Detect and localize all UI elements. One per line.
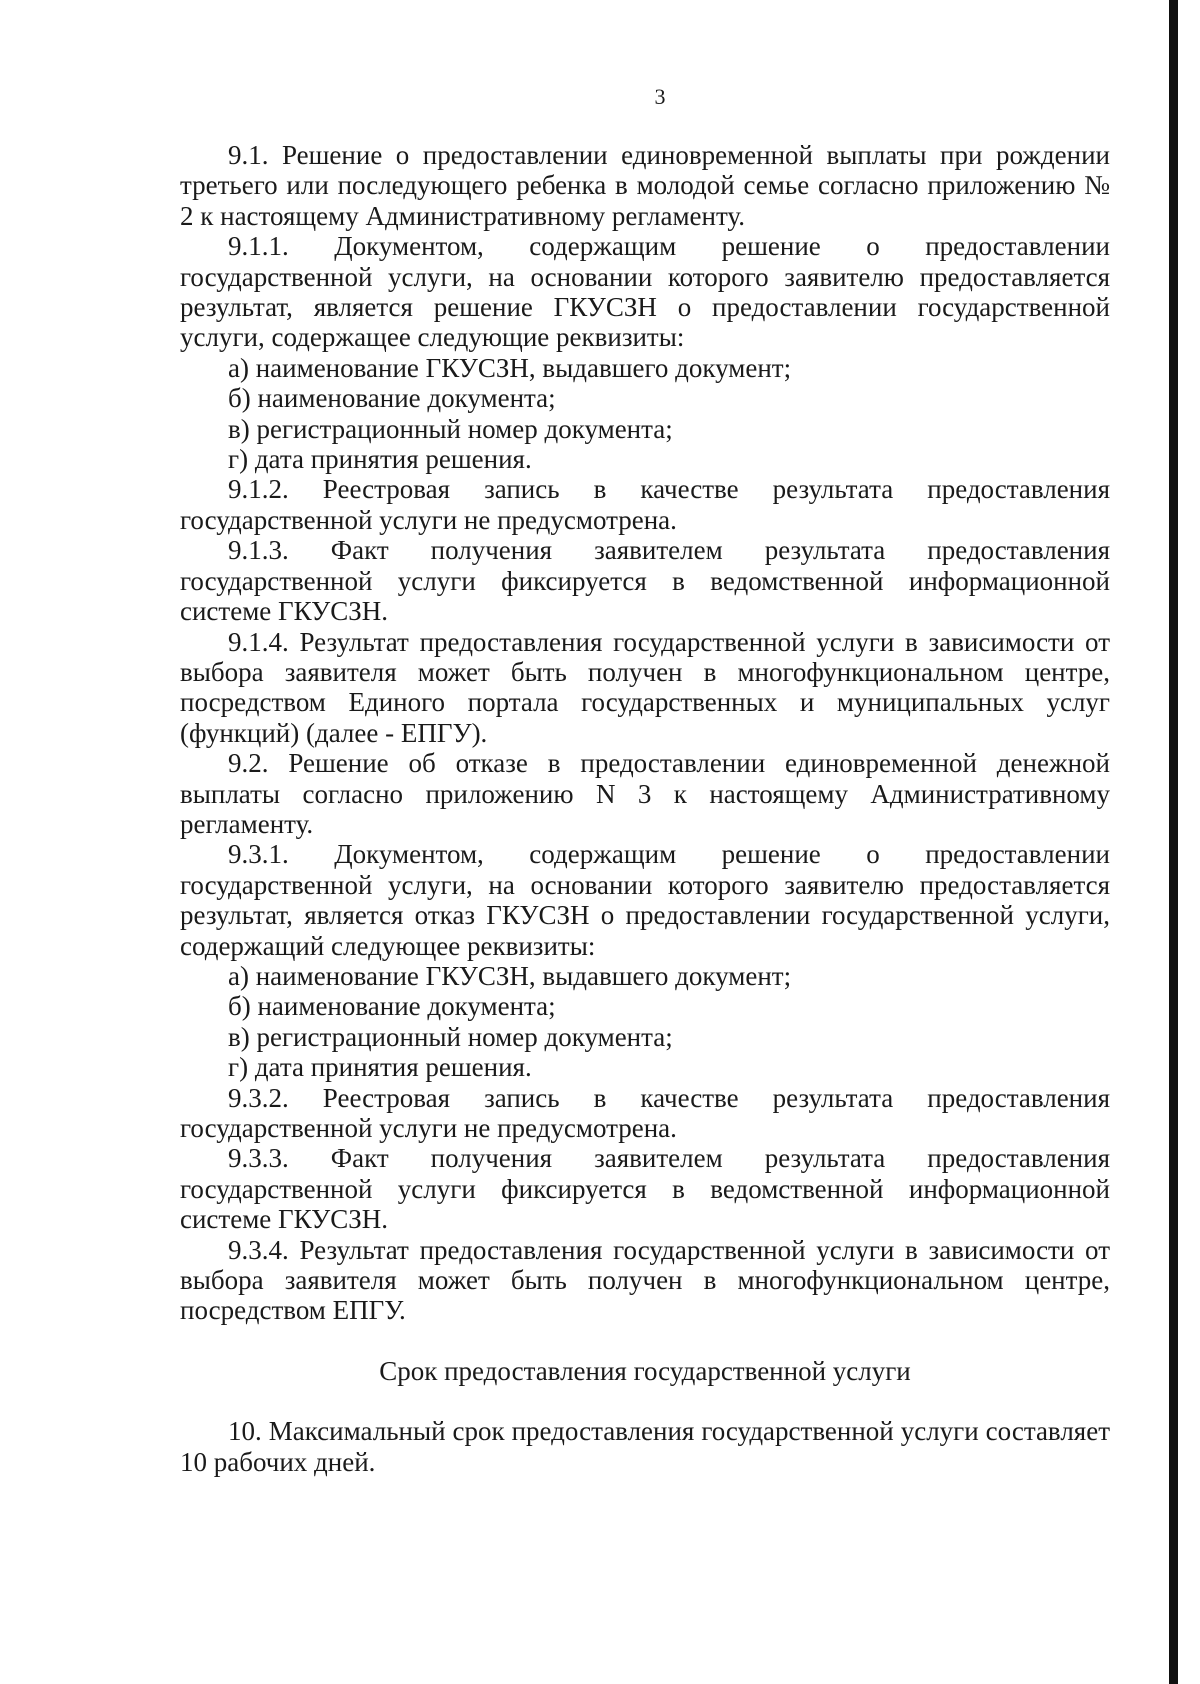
paragraph-9-1-2: 9.1.2. Реестровая запись в качестве результата предоставления государственной услуги не предусмотрена. [180, 474, 1110, 535]
paragraph-9-3-1: 9.3.1. Документом, содержащим решение о предоставлении государственной услуги, на основании которого заявителю предоставляется результат, является отказ ГКУСЗН о предоставлении государственной услуги, содержащий следующее реквизиты: [180, 839, 1110, 961]
scan-edge-bar [1169, 0, 1178, 1684]
paragraph-9-2: 9.2. Решение об отказе в предоставлении единовременной денежной выплаты согласно приложению N 3 к настоящему Административному регламенту. [180, 748, 1110, 839]
paragraph-9-1-4: 9.1.4. Результат предоставления государственной услуги в зависимости от выбора заявителя может быть получен в многофункциональном центре, посредством Единого портала государственных и муниципальных услуг (функций) (далее - ЕПГУ). [180, 626, 1110, 748]
spacer [180, 1386, 1110, 1416]
paragraph-9-3-2: 9.3.2. Реестровая запись в качестве результата предоставления государственной услуги не предусмотрена. [180, 1082, 1110, 1143]
list-item: б) наименование документа; [228, 383, 556, 414]
section-heading: Срок предоставления государственной услуги [379, 1355, 911, 1386]
spacer [180, 1326, 1110, 1356]
page-number: 3 [654, 84, 666, 109]
list-item: г) дата принятия решения. [228, 444, 532, 475]
paragraph-9-1-1: 9.1.1. Документом, содержащим решение о предоставлении государственной услуги, на основании которого заявителю предоставляется результат, является решение ГКУСЗН о предоставлении государственной услуги, содержащее следующие реквизиты: [180, 231, 1110, 353]
paragraph-9-1: 9.1. Решение о предоставлении единовременной выплаты при рождении третьего или последующего ребенка в молодой семье согласно приложению № 2 к настоящему Административному регламенту. [180, 140, 1110, 231]
list-item: г) дата принятия решения. [228, 1052, 532, 1083]
paragraph-10: 10. Максимальный срок предоставления государственной услуги составляет 10 рабочих дней. [180, 1416, 1110, 1477]
paragraph-9-3-3: 9.3.3. Факт получения заявителем результата предоставления государственной услуги фиксируется в ведомственной информационной системе ГКУСЗН. [180, 1143, 1110, 1235]
document-body [180, 140, 1110, 1477]
list-item: в) регистрационный номер документа; [228, 413, 673, 444]
list-item: а) наименование ГКУСЗН, выдавшего документ; [228, 352, 792, 383]
list-item: б) наименование документа; [228, 991, 556, 1022]
paragraph-9-3-4: 9.3.4. Результат предоставления государственной услуги в зависимости от выбора заявителя может быть получен в многофункциональном центре, посредством ЕПГУ. [180, 1234, 1110, 1326]
paragraph-9-1-3: 9.1.3. Факт получения заявителем результата предоставления государственной услуги фиксируется в ведомственной информационной системе ГКУСЗН. [180, 535, 1110, 627]
list-item: а) наименование ГКУСЗН, выдавшего документ; [228, 960, 792, 991]
list-item: в) регистрационный номер документа; [228, 1021, 673, 1052]
